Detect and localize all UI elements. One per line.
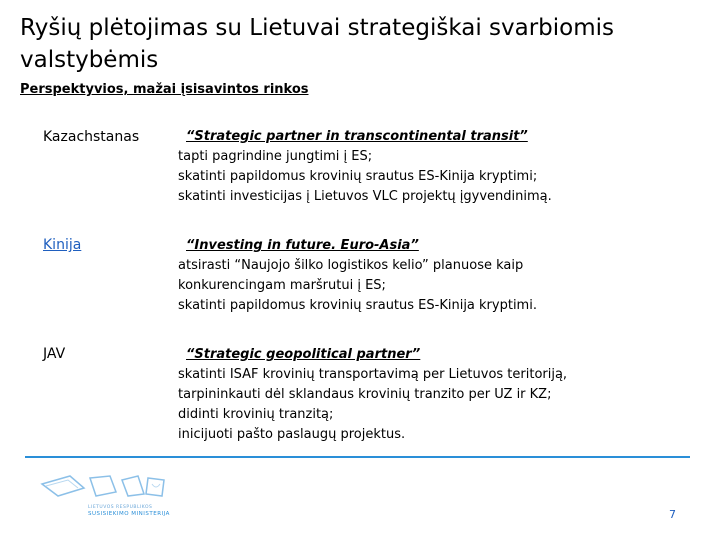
page-number: 7 — [669, 508, 676, 521]
row-heading: “Investing in future. Euro-Asia” — [186, 238, 419, 253]
row-heading: “Strategic geopolitical partner” — [186, 347, 421, 362]
ministry-name — [88, 505, 170, 517]
slide-subtitle: Perspektyvios, mažai įsisavintos rinkos — [20, 82, 309, 97]
ministry-line-2: SUSISIEKIMO MINISTERIJA — [88, 511, 170, 517]
row-line: didinti krovinių tranzitą; — [178, 407, 334, 422]
slide-title: Ryšių plėtojimas su Lietuvai strategiškai svarbiomis valstybėmis — [20, 15, 615, 73]
country-block-jav — [178, 345, 698, 445]
country-block-kazachstanas — [178, 127, 698, 207]
row-line: konkurencingam maršrutui į ES; — [178, 278, 386, 293]
row-line: atsirasti “Naujojo šilko logistikos kelio” planuose kaip — [178, 258, 524, 273]
country-label-jav: JAV — [43, 346, 66, 362]
row-line: skatinti papildomus krovinių srautus ES-Kinija kryptimi. — [178, 298, 537, 313]
country-label-kinija[interactable]: Kinija — [43, 237, 82, 253]
ministry-line-1: LIETUVOS RESPUBLIKOS — [88, 505, 153, 510]
ministry-logo-icon — [40, 470, 170, 504]
country-block-kinija — [178, 236, 698, 316]
footer-divider — [25, 456, 690, 458]
row-line: tarpininkauti dėl sklandaus krovinių tranzito per UZ ir KZ; — [178, 387, 552, 402]
row-line: skatinti ISAF krovinių transportavimą per Lietuvos teritoriją, — [178, 367, 568, 382]
country-label-kazachstanas: Kazachstanas — [43, 129, 140, 145]
row-line: tapti pagrindine jungtimi į ES; — [178, 149, 373, 164]
row-heading: “Strategic partner in transcontinental transit” — [186, 129, 528, 144]
row-line: skatinti papildomus krovinių srautus ES-Kinija kryptimi; — [178, 169, 538, 184]
row-line: inicijuoti pašto paslaugų projektus. — [178, 427, 406, 442]
row-line: skatinti investicijas į Lietuvos VLC projektų įgyvendinimą. — [178, 189, 552, 204]
